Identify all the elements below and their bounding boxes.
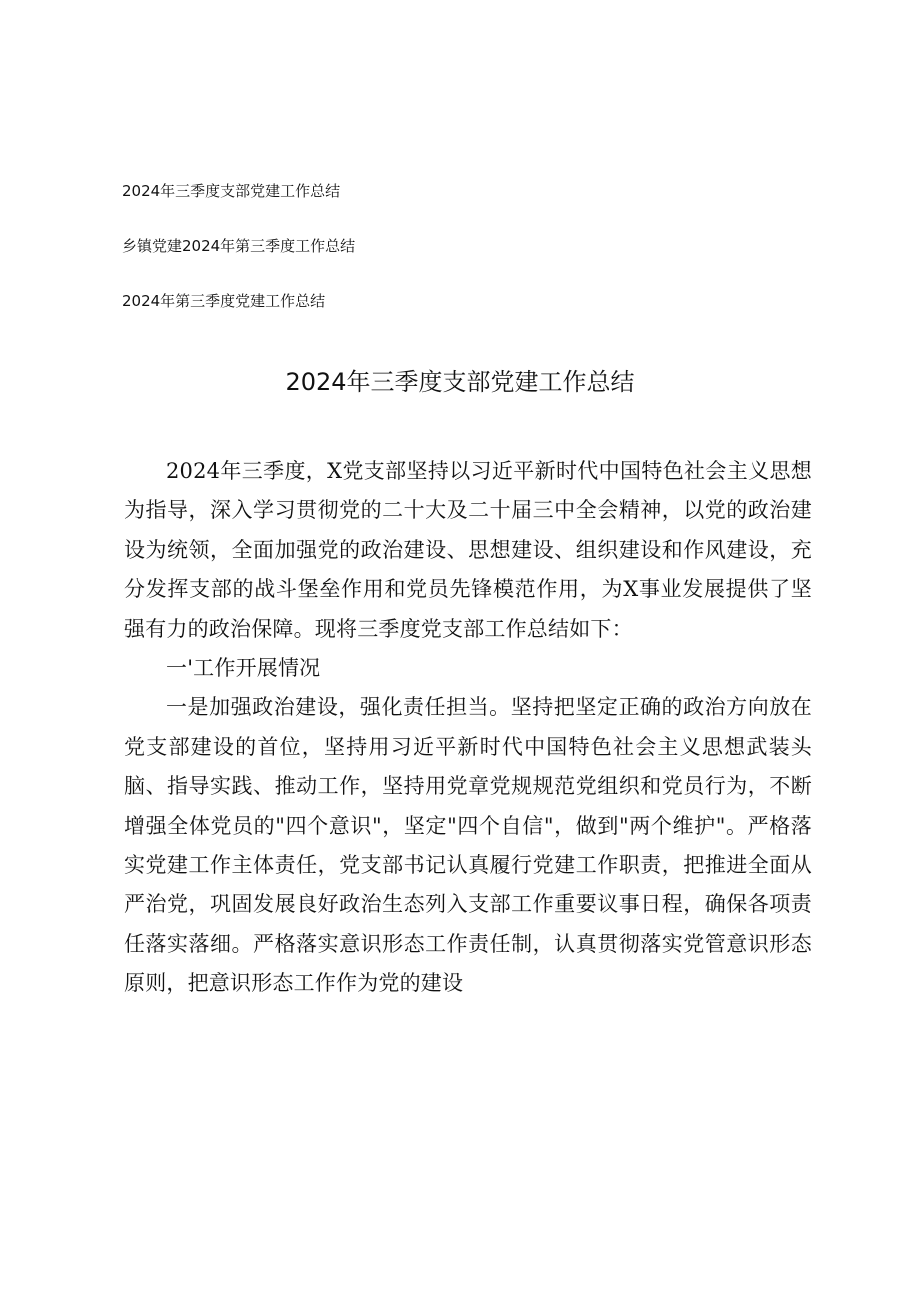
toc-item-3[interactable]: 2024年第三季度党建工作总结 [122, 292, 326, 310]
table-of-contents [122, 178, 722, 343]
toc-item-1[interactable]: 2024年三季度支部党建工作总结 [122, 182, 341, 200]
section-heading: 一'工作开展情况 [166, 656, 321, 681]
intro-paragraph: 2024年三季度，X党支部坚持以习近平新时代中国特色社会主义思想为指导，深入学习贯彻党的二十大及二十届三中全会精神，以党的政治建设为统领，全面加强党的政治建设、思想建设、组织建设和作风建设，充分发挥支部的战斗堡垒作用和党员先锋模范作用，为X事业发展提供了坚强有力的政治保障。现将三季度党支部工作总结如下： [124, 459, 812, 641]
section-paragraph: 一是加强政治建设，强化责任担当。坚持把坚定正确的政治方向放在党支部建设的首位，坚持用习近平新时代中国特色社会主义思想武装头脑、指导实践、推动工作，坚持用党章党规规范党组织和党员行为，不断增强全体党员的"四个意识"，坚定"四个自信"，做到"两个维护"。严格落实党建工作主体责任，党支部书记认真履行党建工作职责，把推进全面从严治党，巩固发展良好政治生态列入支部工作重要议事日程，确保各项责任落实落细。严格落实意识形态工作责任制，认真贯彻落实党管意识形态原则，把意识形态工作作为党的建设 [124, 695, 812, 996]
document-body [124, 452, 812, 1004]
toc-item-2[interactable]: 乡镇党建2024年第三季度工作总结 [122, 237, 356, 255]
document-title: 2024年三季度支部党建工作总结 [285, 368, 635, 396]
